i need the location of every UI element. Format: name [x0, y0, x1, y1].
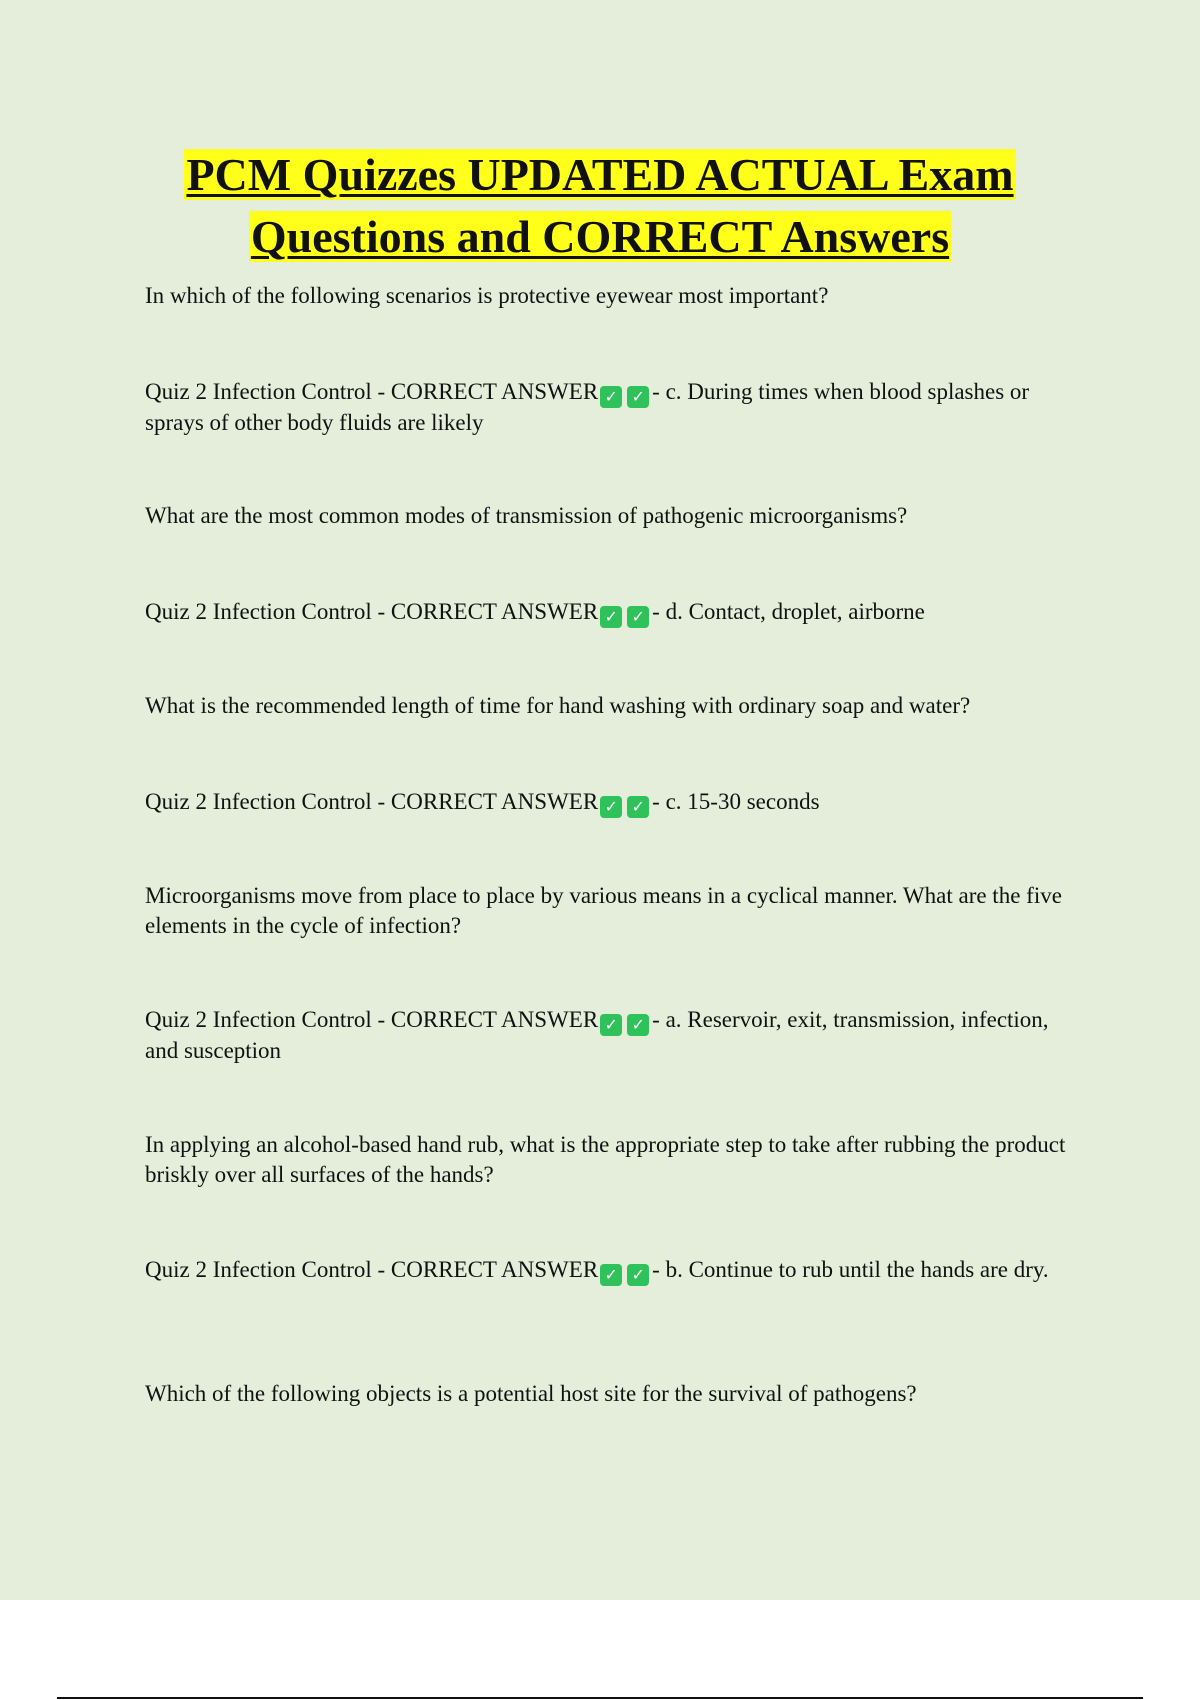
answer-value: - a. Reservoir, exit, transmission, infection, and susception: [145, 1007, 1049, 1063]
answer-value: - d. Contact, droplet, airborne: [652, 599, 925, 624]
answer-text: [145, 1005, 1085, 1066]
check-mark-icon: ✓: [600, 1264, 622, 1286]
check-mark-icon: ✓: [627, 386, 649, 408]
answer-prefix: Quiz 2 Infection Control - CORRECT ANSWER: [145, 1007, 599, 1032]
question-text: In which of the following scenarios is protective eyewear most important?: [145, 283, 829, 308]
question-text: Microorganisms move from place to place by various means in a cyclical manner. What are the five elements in the cycle of infection?: [145, 883, 1062, 938]
title-line-1: PCM Quizzes UPDATED ACTUAL Exam: [186, 149, 1014, 200]
answer-text: [145, 377, 1085, 438]
check-mark-icon: ✓: [600, 1014, 622, 1036]
answer-prefix: Quiz 2 Infection Control - CORRECT ANSWER: [145, 789, 599, 814]
check-mark-icon: ✓: [600, 386, 622, 408]
check-mark-icon: ✓: [627, 796, 649, 818]
question-text: What is the recommended length of time for hand washing with ordinary soap and water?: [145, 693, 971, 718]
answer-text: [145, 1255, 1085, 1286]
document-title: [0, 144, 1200, 268]
check-mark-icon: ✓: [627, 1014, 649, 1036]
answer-prefix: Quiz 2 Infection Control - CORRECT ANSWER: [145, 379, 599, 404]
answer-text: [145, 787, 1085, 818]
check-mark-icon: ✓: [627, 1264, 649, 1286]
answer-prefix: Quiz 2 Infection Control - CORRECT ANSWER: [145, 1257, 599, 1282]
question-text: What are the most common modes of transmission of pathogenic microorganisms?: [145, 503, 908, 528]
check-mark-icon: ✓: [627, 606, 649, 628]
check-mark-icon: ✓: [600, 606, 622, 628]
check-mark-icon: ✓: [600, 796, 622, 818]
answer-value: - c. 15-30 seconds: [652, 789, 820, 814]
question-text: Which of the following objects is a potential host site for the survival of pathogens?: [145, 1381, 917, 1406]
question-text: In applying an alcohol-based hand rub, what is the appropriate step to take after rubbing the product briskly over all surfaces of the hands?: [145, 1132, 1066, 1187]
answer-prefix: Quiz 2 Infection Control - CORRECT ANSWER: [145, 599, 599, 624]
answer-value: - c. During times when blood splashes or sprays of other body fluids are likely: [145, 379, 1030, 435]
title-line-2: Questions and CORRECT Answers: [250, 211, 950, 262]
answer-text: [145, 597, 1085, 628]
footer-divider: [57, 1697, 1143, 1699]
answer-value: - b. Continue to rub until the hands are dry.: [652, 1257, 1049, 1282]
